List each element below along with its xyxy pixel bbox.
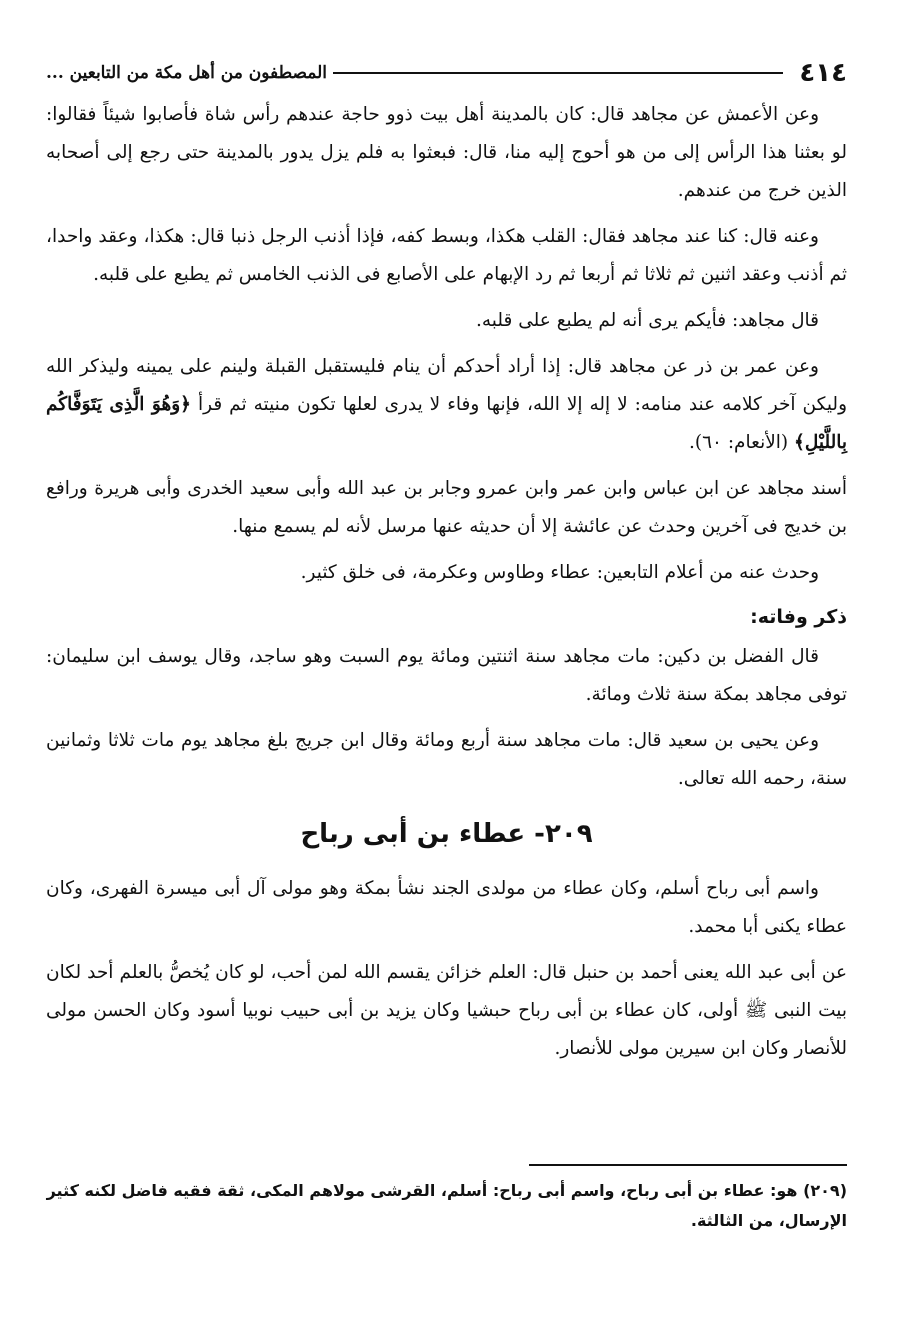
page-body: [46, 96, 847, 1076]
paragraph-students: وحدث عنه من أعلام التابعين: عطاء وطاوس وعكرمة، فى خلق كثير.: [300, 562, 819, 583]
quran-reference: (الأنعام: ٦٠).: [688, 432, 795, 453]
paragraph-amash: وعن الأعمش عن مجاهد قال: كان بالمدينة أهل بيت ذوو حاجة عندهم رأس شاة فأصابوا شيئاً فقالوا: لو بعثنا هذا الرأس إلى من هو أحوج إليه منا، قال: فبعثوا به فلم يزل يدور بالمدينة حتى رجع إلى أصحابه الذين خرج من عندهم.: [46, 104, 847, 201]
paragraph-bio-1: واسم أبى رباح أسلم، وكان عطاء من مولدى الجند نشأ بمكة وهو مولى آل أبى ميسرة الفهرى، وكان عطاء يكنى أبا محمد.: [46, 878, 847, 937]
paragraph-sleep-text: وعن عمر بن ذر عن مجاهد قال: إذا أراد أحدكم أن ينام فليستقبل القبلة ولينم على يمينه وليذكر الله وليكن آخر كلامه عند منامه: لا إله إلا الله، فإنها وفاء لا يدرى لعلها تكون منيته ثم قرأ: [46, 356, 848, 415]
section-heading-death: ذكر وفاته:: [750, 606, 847, 628]
header-rule: [333, 72, 783, 74]
paragraph-bio-2: عن أبى عبد الله يعنى أحمد بن حنبل قال: العلم خزائن يقسم الله لمن أحب، لو كان يُخصُّ بالعلم أحد لكان بيت النبى ﷺ أولى، كان عطاء بن أبى رباح حبشيا وكان يزيد بن أبى حبيب نوبيا أسود وكان الحسن مولى للأنصار وكان ابن سيرين مولى للأنصار.: [46, 962, 847, 1059]
paragraph-sleep-quran: [46, 348, 847, 462]
paragraph-death-2: وعن يحيى بن سعيد قال: مات مجاهد سنة أربع ومائة وقال ابن جريج بلغ مجاهد يوم مات ثلاثا وثمانين سنة، رحمه الله تعالى.: [46, 730, 847, 789]
paragraph-heart: وعنه قال: كنا عند مجاهد فقال: القلب هكذا، وبسط كفه، فإذا أذنب الرجل ذنبا قال: هكذا، وعقد واحدا، ثم أذنب وعقد اثنين ثم ثلاثا ثم أربعا ثم رد الإبهام على الأصابع فى الذنب الخامس ثم يطبع على قلبه.: [46, 226, 847, 285]
paragraph-narrations: أسند مجاهد عن ابن عباس وابن عمر وابن عمرو وجابر بن عبد الله وأبى سعيد الخدرى وأبى هريرة ورافع بن خديج فى آخرين وحدث عن عائشة إلا أن حديثه عنها مرسل لأنه لم يسمع منها.: [46, 478, 847, 537]
biography-title: ٢٠٩- عطاء بن أبى رباح: [300, 819, 593, 849]
running-title: المصطفون من أهل مكة من التابعين ...: [46, 63, 328, 83]
footnote: (٢٠٩) هو: عطاء بن أبى رباح، واسم أبى رباح: أسلم، القرشى مولاهم المكى، ثقة فقيه فاضل لكنه كثير الإرسال، من الثالثة.: [46, 1181, 847, 1230]
quran-verse: ﴿وَهُوَ الَّذِى يَتَوَفَّاكُم بِاللَّيْلِ﴾: [46, 394, 847, 453]
paragraph-mujahid-saying: قال مجاهد: فأيكم يرى أنه لم يطبع على قلبه.: [476, 310, 819, 331]
footnote-rule: [529, 1164, 847, 1166]
paragraph-death-1: قال الفضل بن دكين: مات مجاهد سنة اثنتين ومائة يوم السبت وهو ساجد، وقال يوسف ابن سليمان: توفى مجاهد بمكة سنة ثلاث ومائة.: [46, 646, 847, 705]
page-number: ٤١٤: [799, 58, 847, 88]
page-header: [46, 58, 847, 88]
